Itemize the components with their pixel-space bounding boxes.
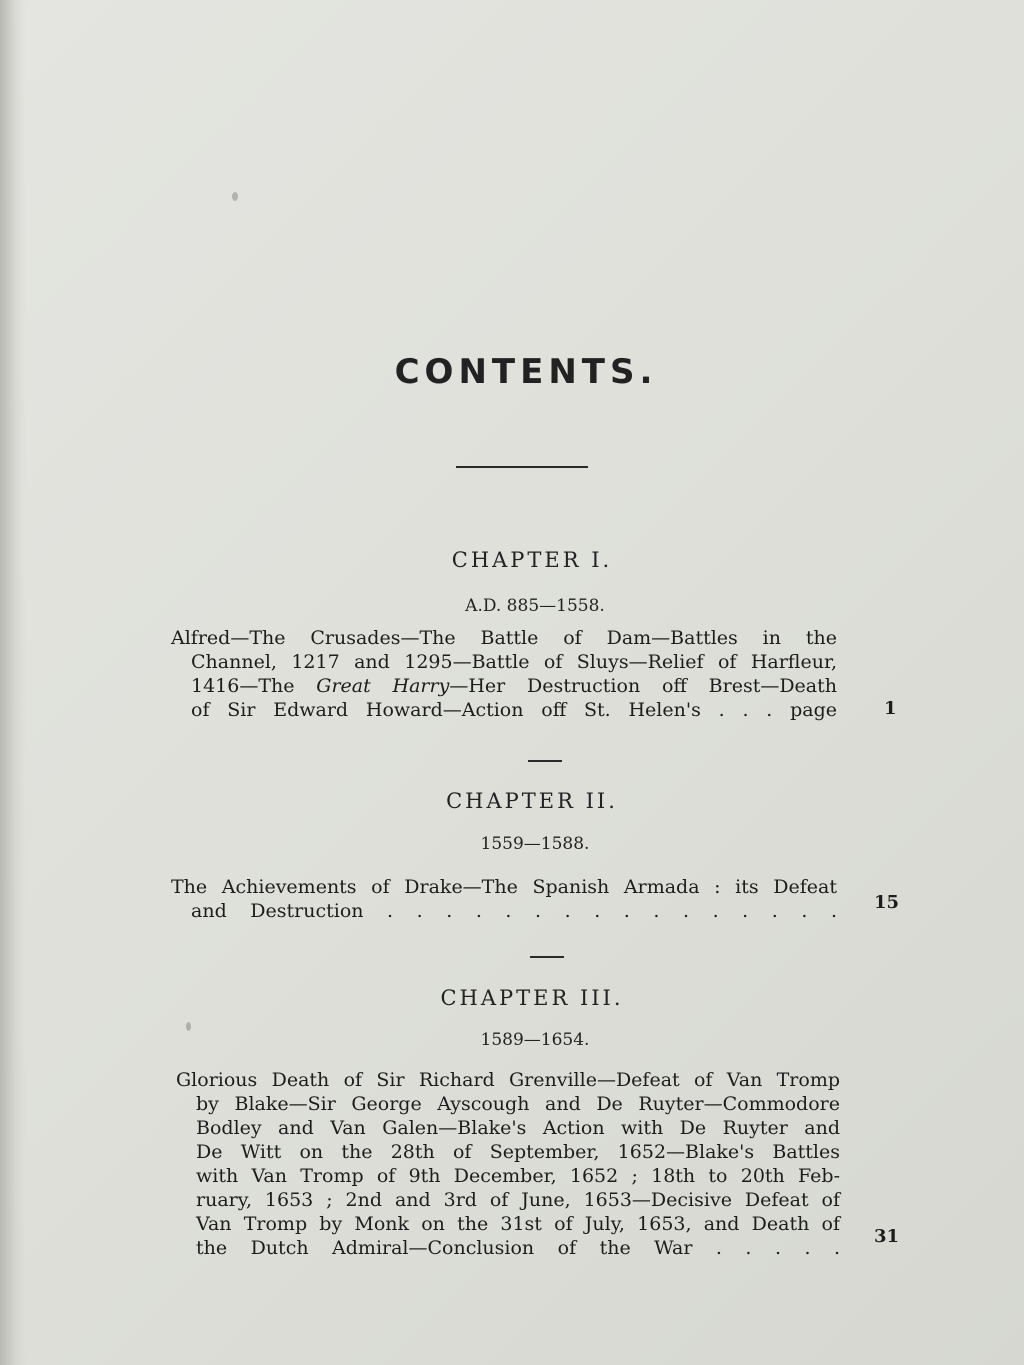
chapter-1-dates: A.D. 885—1558. <box>465 596 605 616</box>
chapter-1-heading: CHAPTER I. <box>451 548 613 572</box>
spine-shadow <box>0 0 26 1365</box>
summary-line: Alfred—The Crusades—The Battle of Dam—Battles in the <box>171 627 837 649</box>
summary-line: The Achievements of Drake—The Spanish Armada : its Defeat <box>171 876 837 898</box>
chapter-3-page-number: 31 <box>874 1226 900 1247</box>
summary-line: the Dutch Admiral—Conclusion of the War . . . . . <box>196 1237 840 1259</box>
summary-line: Channel, 1217 and 1295—Battle of Sluys—Relief of Harfleur, <box>191 651 837 673</box>
summary-line: with Van Tromp of 9th December, 1652 ; 18th to 20th Feb- <box>196 1165 840 1187</box>
ink-speck <box>232 192 238 201</box>
summary-line-part: 1416—The <box>191 675 317 697</box>
title-rule <box>456 466 588 468</box>
summary-line: and Destruction . . . . . . . . . . . . . . . . <box>191 900 837 922</box>
summary-line <box>191 674 837 698</box>
ship-name: Great Harry <box>316 675 450 697</box>
summary-line: De Witt on the 28th of September, 1652—Blake's Battles <box>196 1141 840 1163</box>
chapter-2-page-number: 15 <box>874 892 900 913</box>
chapter-divider <box>530 956 564 958</box>
summary-line-part: —Her Destruction off Brest—Death <box>449 675 838 697</box>
chapter-divider <box>528 760 562 762</box>
chapter-2-heading: CHAPTER II. <box>446 789 618 813</box>
summary-line: of Sir Edward Howard—Action off St. Helen's . . . page <box>191 699 837 721</box>
summary-line: ruary, 1653 ; 2nd and 3rd of June, 1653—Decisive Defeat of <box>196 1189 840 1211</box>
chapter-3-summary <box>176 1068 840 1260</box>
summary-line: by Blake—Sir George Ayscough and De Ruyter—Commodore <box>196 1093 840 1115</box>
chapter-1-summary <box>171 626 837 722</box>
chapter-2-dates: 1559—1588. <box>480 834 590 854</box>
chapter-1-page-number: 1 <box>884 698 897 719</box>
chapter-3-dates: 1589—1654. <box>480 1030 590 1050</box>
summary-line: Glorious Death of Sir Richard Grenville—Defeat of Van Tromp <box>176 1069 840 1091</box>
chapter-2-summary <box>171 875 837 923</box>
summary-line: Van Tromp by Monk on the 31st of July, 1653, and Death of <box>196 1213 840 1235</box>
contents-title: CONTENTS. <box>394 352 658 392</box>
chapter-3-heading: CHAPTER III. <box>440 986 624 1010</box>
summary-line: Bodley and Van Galen—Blake's Action with De Ruyter and <box>196 1117 840 1139</box>
